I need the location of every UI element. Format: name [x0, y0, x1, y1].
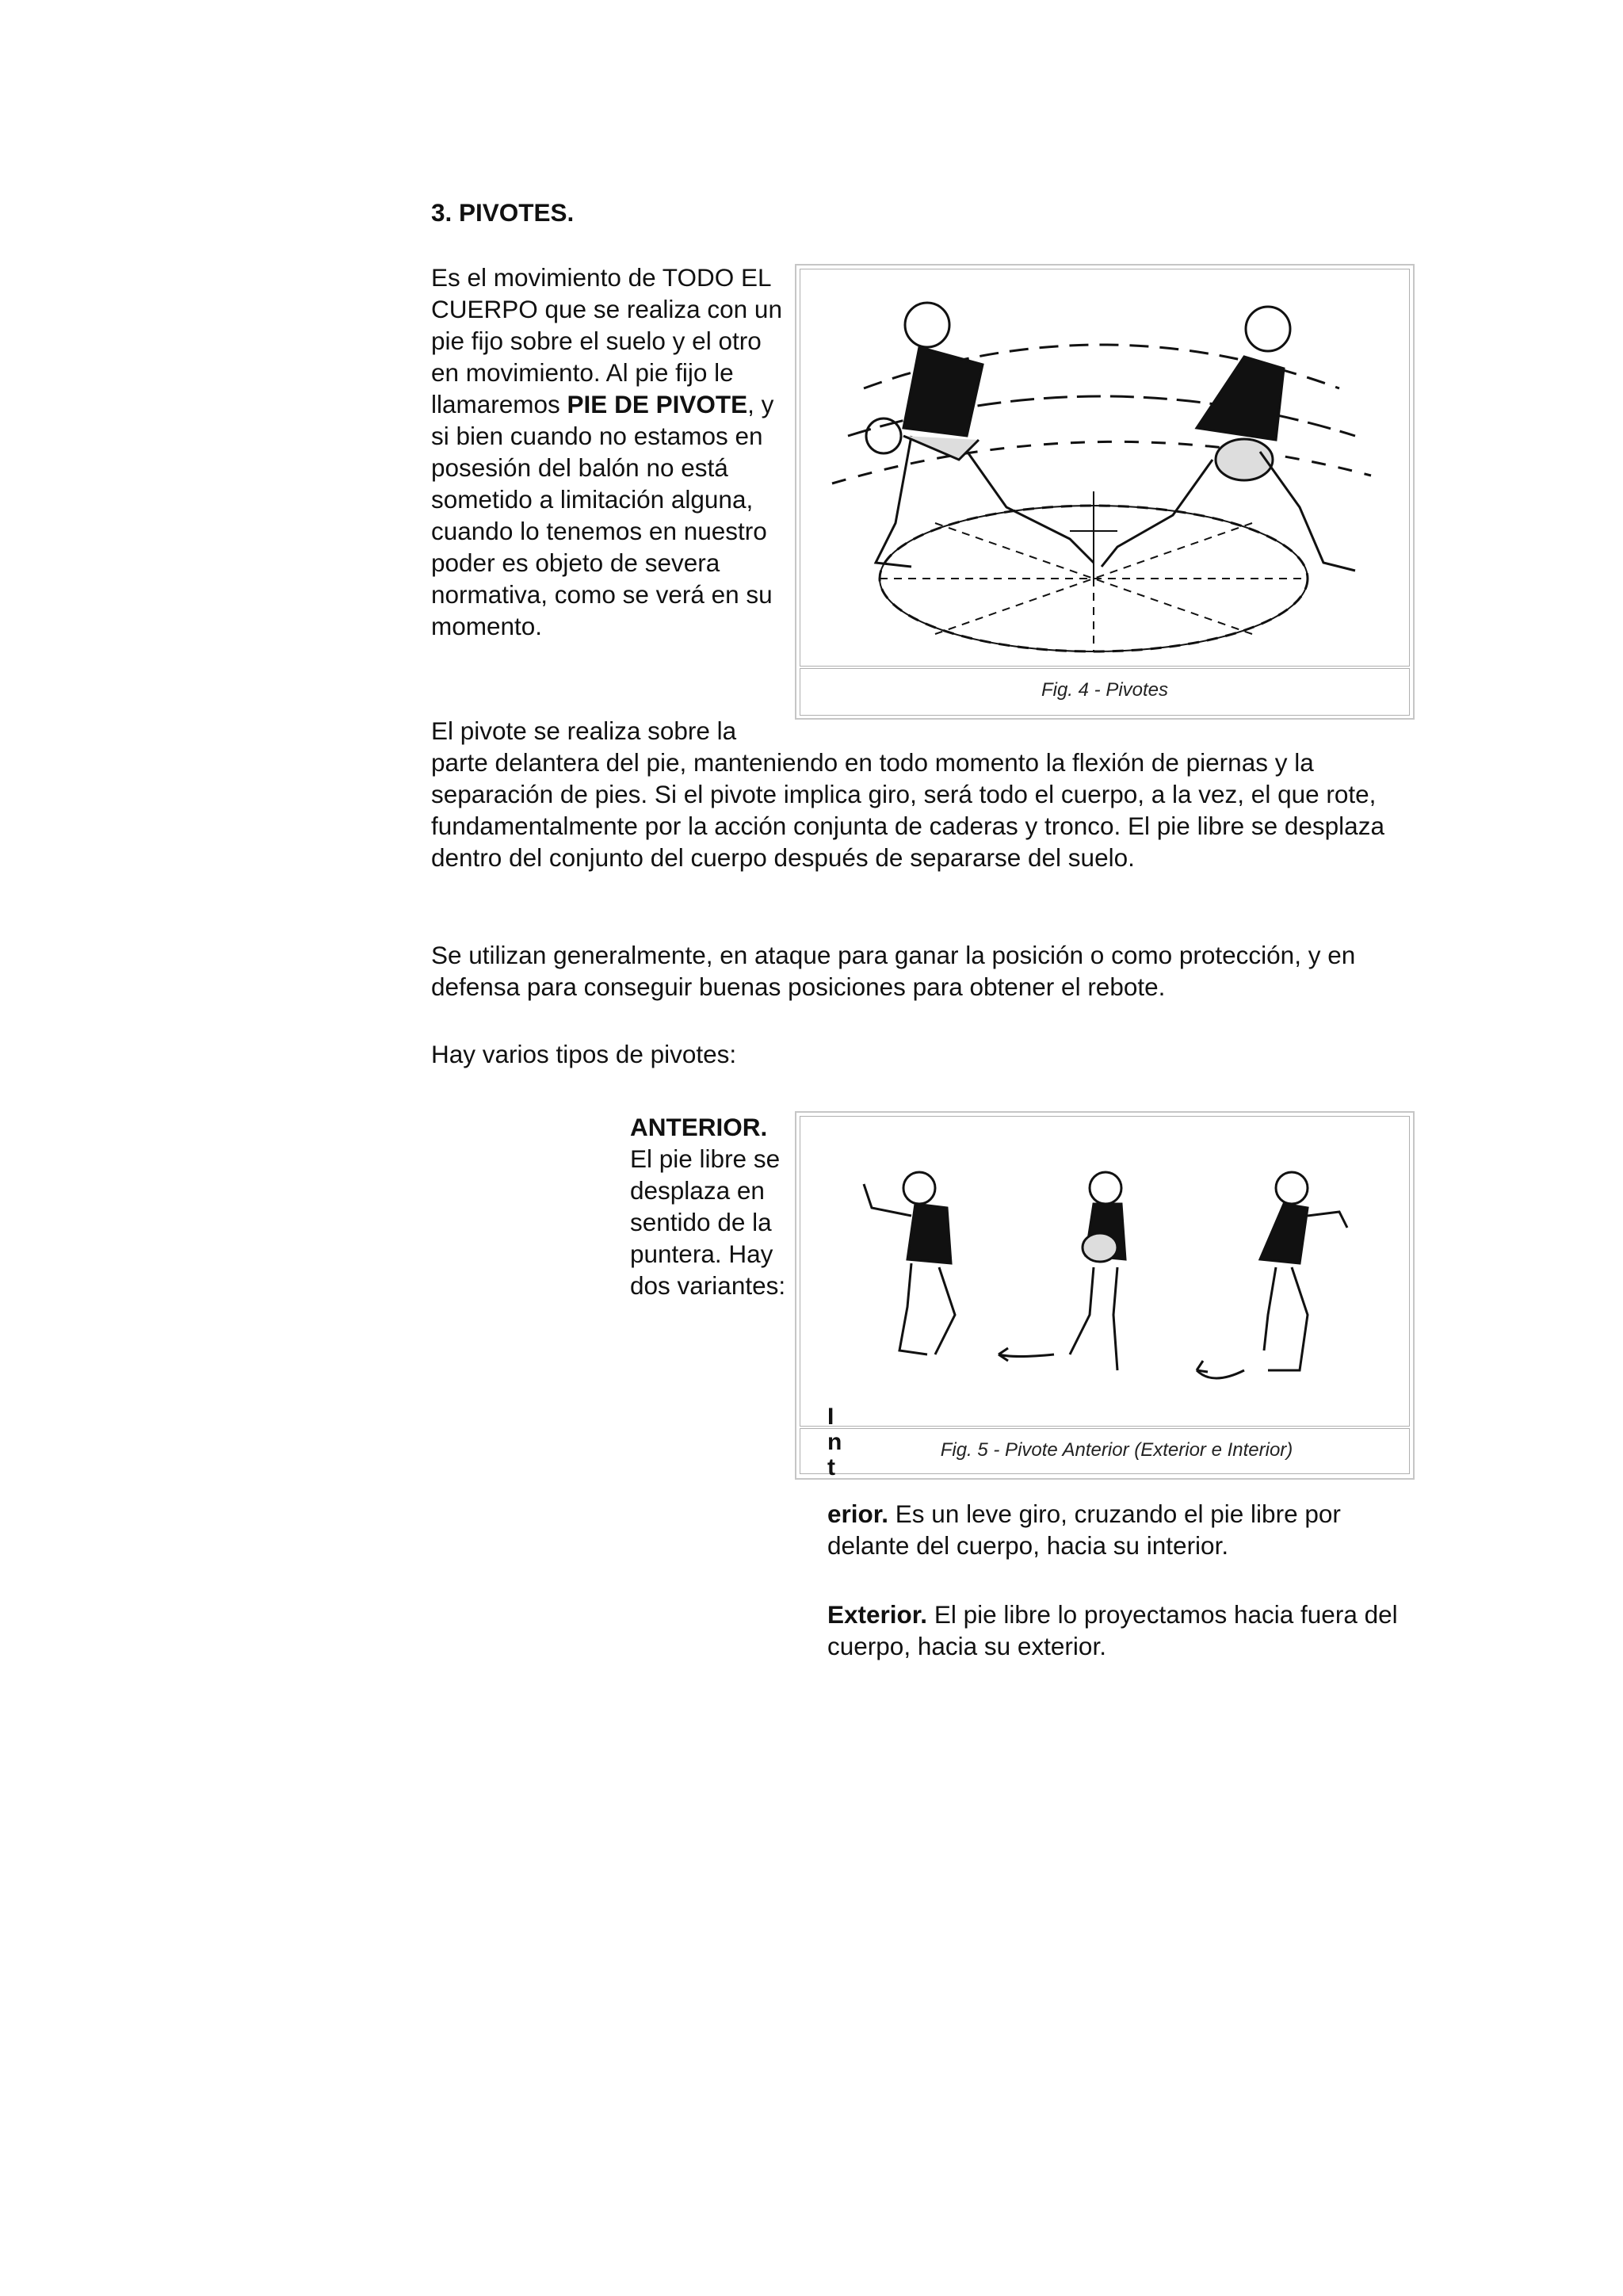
interior-fragment-letter-3: t	[827, 1454, 835, 1480]
figure-4-image	[800, 269, 1410, 667]
anterior-block	[630, 1111, 796, 1301]
figure-5	[795, 1111, 1415, 1480]
anterior-text: El pie libre se desplaza en sentido de la puntera. Hay dos variantes:	[630, 1144, 786, 1300]
paragraph-2: parte delantera del pie, manteniendo en todo momento la flexión de piernas y la separación de pies. Si el pivote implica giro, será todo el cuerpo, a la vez, el que rote, fundamentalmente por la acción conjunta de caderas y tronco. El pie libre se desplaza dentro del conjunto del cuerpo después de separarse del suelo.	[431, 748, 1384, 872]
section-title: 3. PIVOTES.	[431, 198, 575, 227]
interior-text: Es un leve giro, cruzando el pie libre por delante del cuerpo, hacia su interior.	[827, 1499, 1341, 1560]
interior-fragment	[827, 1404, 842, 1480]
interior-fragment-letter-2: n	[827, 1429, 842, 1455]
exterior-title: Exterior.	[827, 1600, 928, 1629]
figure-4	[795, 264, 1415, 720]
pivot-illustration	[800, 269, 1412, 666]
figure-5-caption: Fig. 5 - Pivote Anterior (Exterior e Interior)	[800, 1428, 1410, 1474]
intro-bold-term: PIE DE PIVOTE	[567, 390, 748, 418]
intro-text-1: Es el movimiento de TODO EL CUERPO que se realiza con un pie fijo sobre el suelo y el otro en movimiento. Al pie fijo le llamaremos	[431, 263, 782, 418]
paragraph-2-lead: El pivote se realiza sobre la	[431, 716, 737, 745]
intro-text-2: , y si bien cuando no estamos en posesión del balón no está sometido a limitación alguna, cuando lo tenemos en nuestro poder es objeto de severa normativa, como se verá en su momento.	[431, 390, 774, 640]
exterior-text: El pie libre lo proyectamos hacia fuera del cuerpo, hacia su exterior.	[827, 1600, 1398, 1660]
intro-paragraph	[431, 262, 796, 642]
anterior-title: ANTERIOR.	[630, 1113, 768, 1141]
paragraph-3: Se utilizan generalmente, en ataque para ganar la posición o como protección, y en defensa para conseguir buenas posiciones para obtener el rebote.	[431, 941, 1356, 1001]
interior-title: erior.	[827, 1499, 889, 1528]
exterior-paragraph	[827, 1599, 1414, 1662]
figure-4-caption: Fig. 4 - Pivotes	[800, 668, 1410, 716]
anterior-pivot-illustration	[800, 1117, 1412, 1426]
interior-fragment-letter-1: I	[827, 1404, 834, 1430]
paragraph-4: Hay varios tipos de pivotes:	[431, 1040, 737, 1068]
figure-5-image	[800, 1116, 1410, 1427]
interior-paragraph	[827, 1498, 1414, 1561]
